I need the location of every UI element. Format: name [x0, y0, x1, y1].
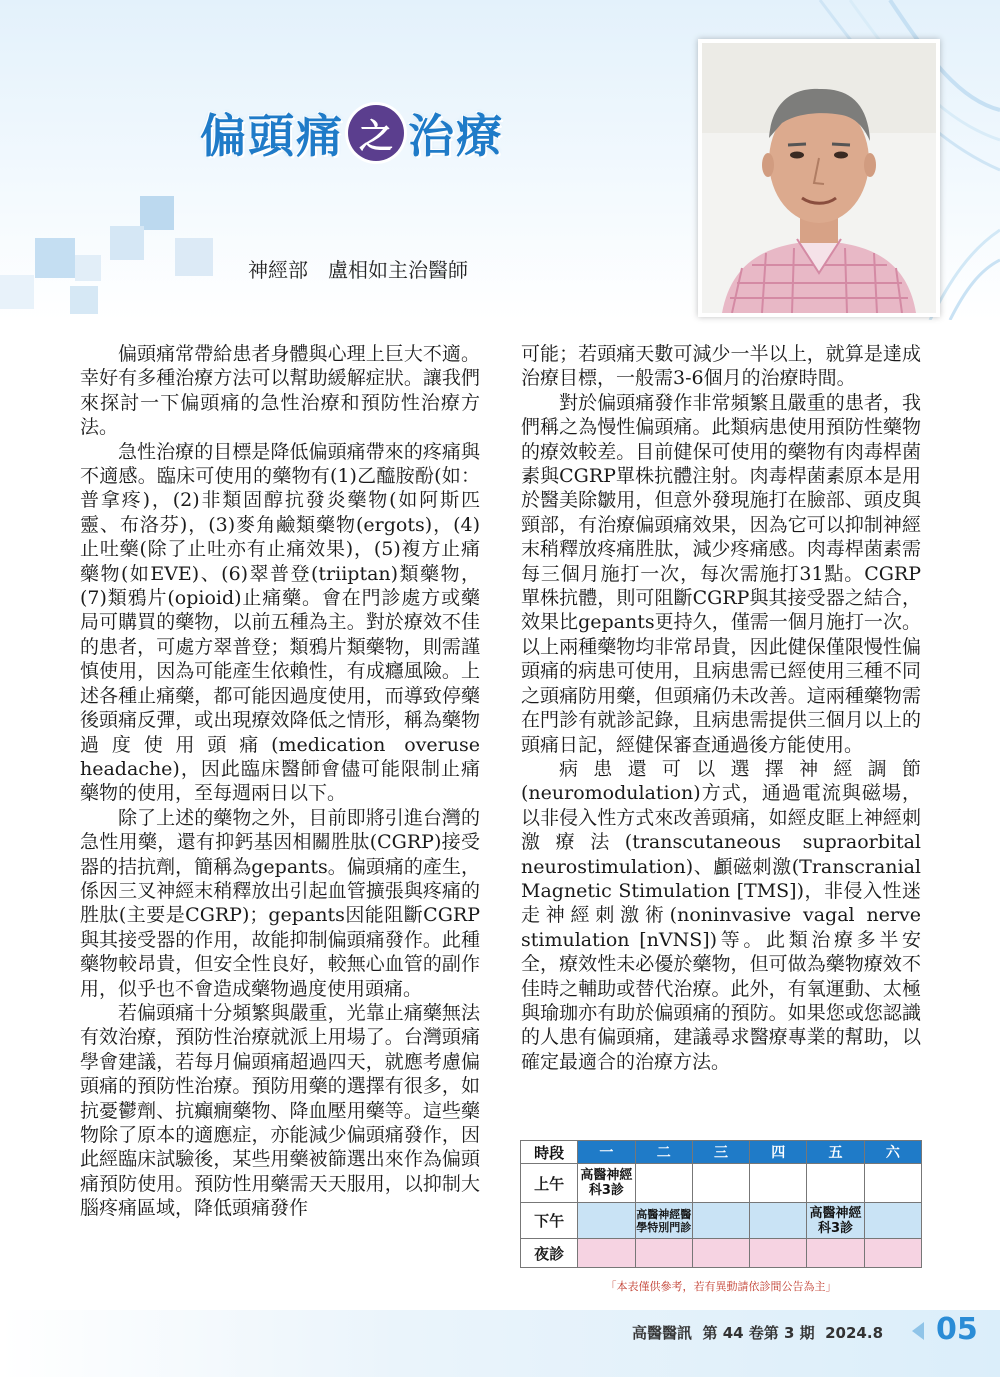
schedule-cell	[635, 1203, 692, 1239]
footer-publication: 高醫醫訊	[632, 1324, 693, 1342]
schedule-cell	[864, 1203, 921, 1239]
schedule-day-header: 二	[635, 1141, 692, 1164]
schedule-cell	[750, 1239, 807, 1268]
footer-issue: 第 44 卷第 3 期	[702, 1324, 815, 1342]
author-byline: 神經部 盧相如主治醫師	[248, 258, 468, 282]
schedule-cell	[750, 1164, 807, 1203]
schedule-cell	[692, 1239, 749, 1268]
schedule-cell	[750, 1203, 807, 1239]
schedule-cell	[635, 1164, 692, 1203]
schedule-day-header: 四	[750, 1141, 807, 1164]
paragraph-preventive-cont: 可能；若頭痛天數可減少一半以上，就算是達成治療目標，一般需3-6個月的治療時間。	[521, 343, 921, 390]
schedule-cell	[578, 1164, 635, 1203]
paragraph-acute-treatment: 急性治療的目標是降低偏頭痛帶來的疼痛與不適感。臨床可使用的藥物有(1)乙醯胺酚(如：普拿疼)，(2)非類固醇抗發炎藥物(如阿斯匹靈、布洛芬)，(3)麥角鹼類藥物(ergots)，(4)止吐藥(除了止吐亦有止痛效果)，(5)複方止痛藥物(如EVE)、(6)翠普登(triiptan)類藥物，(7)類鴉片(opioid)止痛藥。會在門診處方或藥局可購買的藥物，以前五種為主。對於療效不佳的患者，可處方翠普登；類鴉片類藥物，則需謹慎使用，因為可能產生依賴性，有成癮風險。上述各種止痛藥，都可能因過度使用，而導致停藥後頭痛反彈，或出現療效降低之情形，稱為藥物過度使用頭痛(medication overuse headache)，因此臨床醫師會儘可能限制止痛藥物的使用，至每週兩日以下。	[80, 440, 480, 805]
schedule-cell-text: 高醫神經科3診	[580, 1168, 633, 1198]
schedule-cell-text: 高醫神經科3診	[809, 1205, 862, 1236]
schedule-cell	[807, 1164, 864, 1203]
schedule-cell	[692, 1164, 749, 1203]
footer-date: 2024.8	[825, 1324, 884, 1342]
schedule-row-evening	[521, 1239, 922, 1268]
schedule-cell-text: 高醫神經醫學特別門診	[636, 1207, 692, 1234]
article-column-left	[80, 342, 480, 1221]
schedule-day-header: 三	[692, 1141, 749, 1164]
schedule-cell	[807, 1203, 864, 1239]
footer-publication-info	[632, 1322, 883, 1343]
paragraph-preventive: 若偏頭痛十分頻繁與嚴重，光靠止痛藥無法有效治療，預防性治療就派上用場了。台灣頭痛學會建議，若每月偏頭痛超過四天，就應考慮偏頭痛的預防性治療。預防用藥的選擇有很多，如抗憂鬱劑、抗癲癇藥物、降血壓用藥等。這些藥物除了原本的適應症，亦能減少偏頭痛發作，因此經臨床試驗後，某些用藥被篩選出來作為偏頭痛預防使用。預防性用藥需天天服用，以抑制大腦疼痛區域，降低頭痛發作	[80, 1001, 480, 1220]
paragraph-chronic-migraine: 對於偏頭痛發作非常頻繁且嚴重的患者，我們稱之為慢性偏頭痛。此類病患使用預防性藥物的療效較差。目前健保可使用的藥物有肉毒桿菌素與CGRP單株抗體注射。肉毒桿菌素原本是用於醫美除皺用，但意外發現施打在臉部、頭皮與頸部，有治療偏頭痛效果，因為它可以抑制神經末稍釋放疼痛胜肽，減少疼痛感。肉毒桿菌素需每三個月施打一次，每次需施打31點。CGRP單株抗體，則可阻斷CGRP與其接受器之結合，效果比gepants更持久，僅需一個月施打一次。以上兩種藥物均非常昂貴，因此健保僅限慢性偏頭痛的病患可使用，且病患需已經使用三種不同之頭痛防用藥，但頭痛仍未改善。這兩種藥物需在門診有就診記錄，且病患需提供三個月以上的頭痛日記，經健保審查通過後方能使用。	[521, 391, 921, 756]
deco-square	[35, 238, 75, 278]
schedule-day-header: 五	[807, 1141, 864, 1164]
article-column-right	[521, 342, 921, 1074]
deco-square	[75, 255, 101, 281]
portrait-illustration	[702, 43, 936, 313]
schedule-cell	[864, 1239, 921, 1268]
schedule-header-row	[521, 1141, 922, 1164]
schedule-note: 「本表僅供參考，若有異動請依診間公告為主」	[605, 1280, 837, 1293]
author-photo	[698, 39, 940, 317]
deco-square	[110, 226, 144, 260]
paragraph-neuromodulation: 病患還可以選擇神經調節(neuromodulation)方式，通過電流與磁場，以非侵入性方式來改善頭痛，如經皮眶上神經刺激療法(transcutaneous supraorbital neurostimulation)、顱磁刺激(Transcranial Magnetic Stimulation [TMS])，非侵入性迷走神經刺激術(noninvasive vagal nerve stimulation [nVNS])等。此類治療多半安全，療效性未必優於藥物，但可做為藥物療效不佳時之輔助或替代治療。此外，有氧運動、太極與瑜珈亦有助於偏頭痛的預防。如果您或您認識的人患有偏頭痛，建議尋求醫療專業的幫助，以確定最適合的治療方法。	[521, 757, 921, 1073]
schedule-row-afternoon	[521, 1203, 922, 1239]
schedule-cell	[692, 1203, 749, 1239]
page-arrow-icon	[912, 1322, 924, 1340]
schedule-corner-label: 時段	[521, 1141, 578, 1164]
deco-square	[140, 196, 174, 230]
schedule-day-header: 六	[864, 1141, 921, 1164]
schedule-cell	[635, 1239, 692, 1268]
clinic-schedule-table	[520, 1140, 922, 1268]
deco-square	[0, 275, 34, 309]
schedule-cell	[578, 1203, 635, 1239]
title-part2: 治療	[408, 109, 504, 163]
page-title	[200, 98, 504, 168]
schedule-row-label: 下午	[521, 1203, 578, 1239]
schedule-row-label: 夜診	[521, 1239, 578, 1268]
schedule-cell	[578, 1239, 635, 1268]
title-part1: 偏頭痛	[200, 109, 344, 163]
title-connector-badge: 之	[348, 105, 404, 161]
paragraph-intro: 偏頭痛常帶給患者身體與心理上巨大不適。幸好有多種治療方法可以幫助緩解症狀。讓我們來探討一下偏頭痛的急性治療和預防性治療方法。	[80, 343, 480, 439]
schedule-row-label: 上午	[521, 1164, 578, 1203]
deco-square	[70, 286, 98, 314]
page-number: 05	[936, 1312, 978, 1347]
schedule-row-morning	[521, 1164, 922, 1203]
deco-square	[175, 238, 213, 276]
page-footer	[0, 1310, 1000, 1377]
paragraph-gepants: 除了上述的藥物之外，目前即將引進台灣的急性用藥，還有抑鈣基因相關胜肽(CGRP)接受器的拮抗劑，簡稱為gepants。偏頭痛的產生，係因三叉神經末稍釋放出引起血管擴張與疼痛的胜肽(主要是CGRP)；gepants因能阻斷CGRP與其接受器的作用，故能抑制偏頭痛發作。此種藥物較昂貴，但安全性良好，較無心血管的副作用，似乎也不會造成藥物過度使用頭痛。	[80, 806, 480, 1000]
schedule-cell	[864, 1164, 921, 1203]
schedule-day-header: 一	[578, 1141, 635, 1164]
schedule-cell	[807, 1239, 864, 1268]
